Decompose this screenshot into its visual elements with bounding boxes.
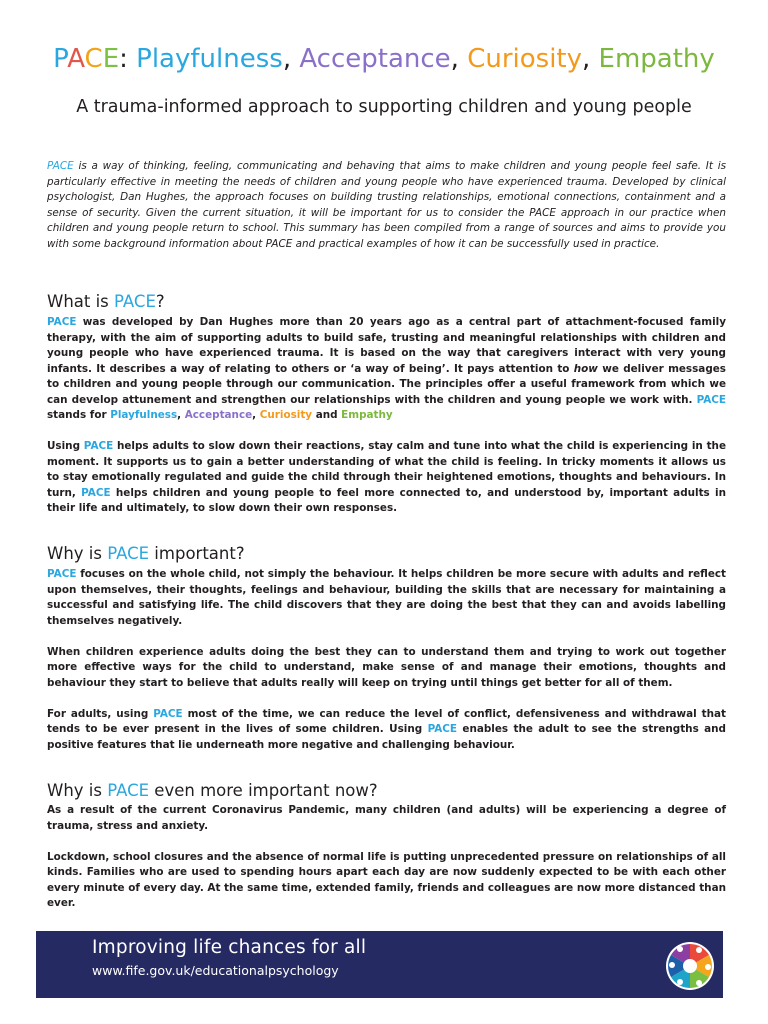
title-colon: : [119,44,128,74]
title-letter-e: E [102,44,120,74]
paragraph-text: stands for [47,409,111,421]
heading-text: ? [155,292,165,311]
section-what-is-pace [47,315,726,517]
pace-term: PACE [107,544,150,563]
paragraph [47,567,726,629]
intro-paragraph [47,159,726,252]
emphasis-text: how [573,362,598,375]
footer-url-link[interactable]: www.fife.gov.uk/educationalpsychology [92,963,339,978]
title-letter-a: A [67,44,85,74]
paragraph-text: , [252,409,260,421]
playfulness-term: Playfulness [110,409,178,421]
footer-banner [36,931,723,998]
title-letter-c: C [84,44,103,74]
pace-term: PACE [81,486,111,499]
intro-text: is a way of thinking, feeling, communicating and behaving that aims to make children and young people feel safe. It is particularly effective in meeting the needs of children and young people who have experienced trauma. Developed by clinical psychologist, Dan Hughes, the approach focuses on building trusting relationships, emotional connections, containment and a sense of security. Given the current situation, it will be important for us to consider the PACE approach in our practice when children and young people return to school. This summary has been compiled from a range of sources and aims to provide you with some background information about PACE and practical examples of how it can be successfully used in practice. [47,160,726,250]
title-sep-3: , [582,44,591,74]
paragraph: As a result of the current Coronavirus Pandemic, many children (and adults) will be experiencing a degree of trauma, stress and anxiety. [47,804,726,832]
title-acceptance: Acceptance [299,44,451,74]
footer-slogan: Improving life chances for all [92,937,367,958]
pace-term: PACE [47,316,77,328]
section-why-more-important-now [47,803,726,912]
paragraph-text: and [312,409,342,421]
title-empathy: Empathy [598,44,715,74]
paragraph-text: we deliver messages to children and young people through our communication. The principles offer a useful framework from which we can develop attunement and strengthen our relationships with the children and young people we work with. [47,362,726,406]
paragraph [47,707,726,754]
paragraph [47,439,726,517]
paragraph: Lockdown, school closures and the absence of normal life is putting unprecedented pressure on relationships of all kinds. Families who are used to spending hours apart each day are now suddenly expected to be with each other every minute of every day. At the same time, extended family, friends and colleagues are now more distanced than ever. [47,850,726,909]
pace-term: PACE [427,723,458,735]
title-curiosity: Curiosity [467,44,583,74]
pace-term: PACE [153,707,183,720]
paragraph-text: focuses on the whole child, not simply the behaviour. It helps children be more secure with adults and reflect upon themselves, their thoughts, feelings and behaviour, building the skills that are necessary for maintaining a successful and satisfying life. The child discovers that they are doing the best that they can and avoids labelling themselves negatively. [47,568,726,627]
pace-term: PACE [107,781,150,800]
heading-text: What is [47,292,115,311]
paragraph-text: Using [47,440,84,452]
paragraph-text: enables the adult to see the strengths and positive features that lie underneath more negative and challenging behaviour. [47,723,726,751]
section-why-important [47,567,726,753]
heading-text: Why is [47,781,108,800]
intro-section [47,159,726,252]
title-sep-1: , [282,44,292,74]
pace-term: PACE [696,393,726,406]
section-heading-why-important [47,543,245,565]
page-subtitle: A trauma-informed approach to supporting children and young people [76,97,692,117]
heading-text: Why is [47,544,108,563]
title-sep-2: , [450,44,459,74]
paragraph: When children experience adults doing the best they can to understand them and trying to work out together more effective ways for the child to understand, make sense of and manage their emotions, thoughts and behaviour they start to believe that adults really will keep on trying until things get better for all of them. [47,645,726,689]
paragraph-text: helps children and young people to feel more connected to, and understood by, important adults in their life and ultimately, to slow down their own responses. [47,486,727,514]
paragraph-text: most of the time, we can reduce the level of conflict, defensiveness and withdrawal that tends to be ever present in the lives of some children. Using [47,707,726,735]
empathy-term: Empathy [341,409,393,421]
paragraph-text: , [177,409,185,421]
paragraph [47,315,726,424]
heading-text: even more important now? [149,781,378,800]
pace-term: PACE [47,568,77,580]
title-letter-p: P [53,44,68,74]
section-heading-what-is-pace [47,291,165,313]
title-playfulness: Playfulness [136,44,283,74]
pace-term: PACE [83,440,114,452]
heading-text: important? [149,544,245,563]
acceptance-term: Acceptance [184,409,253,421]
jigsaw-circle-logo-icon [665,941,715,991]
paragraph-text: For adults, using [47,707,154,720]
section-heading-why-more-important-now [47,780,378,802]
paragraph-text: helps adults to slow down their reactions, stay calm and tune into what the child is experiencing in the moment. It supports us to gain a better understanding of what the child is feeling. In tricky moments it allows us to stay emotionally regulated and guide the child through their heightened emotions, thoughts and behaviours. In turn, [47,440,727,499]
curiosity-term: Curiosity [259,409,313,421]
page-title [0,42,768,76]
paragraph-text: was developed by Dan Hughes more than 20 years ago as a central part of attachment-focused family therapy, with the aim of supporting adults to build safe, trusting and meaningful relationships with children and young people who have experienced trauma. It is based on the way that caregivers interact with very young infants. It describes a way of relating to others or ‘a way of being’. It pays attention to [47,316,726,375]
pace-term: PACE [114,292,156,311]
pace-term: PACE [47,160,74,172]
